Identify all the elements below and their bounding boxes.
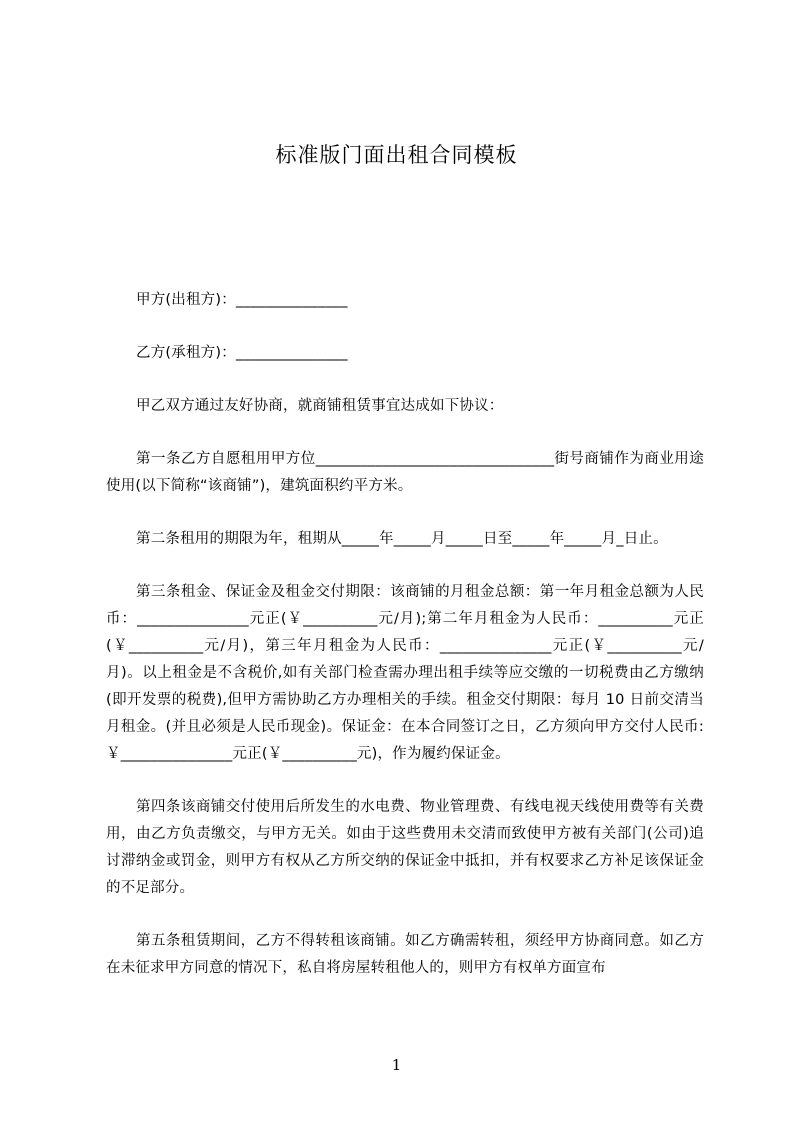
document-title: 标准版门面出租合同模板: [275, 143, 518, 167]
article-2: 第二条租用的期限为年，租期从_____年_____月_____日至_____年_____月_日止。: [136, 531, 668, 547]
article-5: 第五条租赁期间，乙方不得转租该商铺。如乙方确需转租，须经甲方协商同意。如乙方在未征求甲方同意的情况下，私自将房屋转租他人的，则甲方有权单方面宣布: [106, 933, 704, 976]
party-b-line: 乙方(承租方)：_______________: [136, 345, 348, 361]
page-number: 1: [391, 1056, 402, 1074]
article-3: 第三条租金、保证金及租金交付期限：该商铺的月租金总额：第一年月租金总额为人民币：_______________元正(￥__________元/月);第二年月租金为人民币：__________元正(￥__________元/月)，第三年月租金为人民币：_______________元正(￥__________元/月)。以上租金是不含税价,如有关部门检查需办理出租手续等应交缴的一切税费由乙方缴纳(即开发票的税费),但甲方需协助乙方办理相关的手续。租金交付期限：每月 10 日前交清当月租金。(并且必须是人民币现金)。保证金：在本合同签订之日，乙方须向甲方交付人民币:￥_______________元正(￥__________元)，作为履约保证金。: [106, 584, 704, 762]
party-a-line: 甲方(出租方)：_______________: [136, 292, 348, 308]
article-1: 第一条乙方自愿租用甲方位________________________________街号商铺作为商业用途使用(以下简称“该商铺”)，建筑面积约平方米。: [106, 451, 704, 494]
agreement-intro: 甲乙双方通过友好协商，就商铺租赁事宜达成如下协议：: [136, 398, 504, 414]
document-body: [106, 287, 704, 982]
article-4: 第四条该商铺交付使用后所发生的水电费、物业管理费、有线电视天线使用费等有关费用，由乙方负责缴交，与甲方无关。如由于这些费用未交清而致使甲方被有关部门(公司)追讨滞纳金或罚金，则甲方有权从乙方所交纳的保证金中抵扣，并有权要求乙方补足该保证金的不足部分。: [106, 799, 704, 896]
